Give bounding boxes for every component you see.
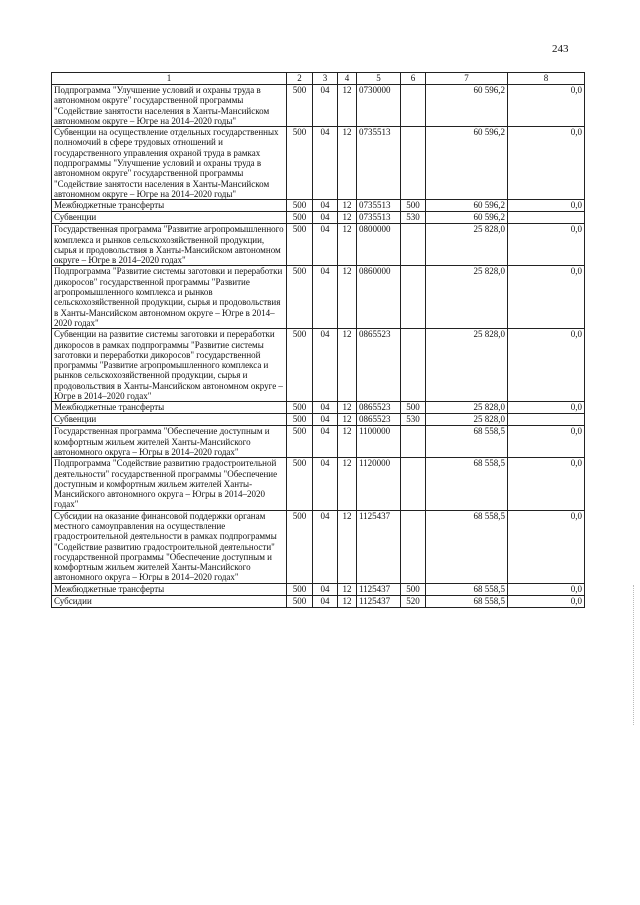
table-row bbox=[52, 200, 585, 212]
row-sum1: 68 558,5 bbox=[426, 583, 508, 595]
row-rz: 04 bbox=[313, 200, 338, 212]
row-csr: 0735513 bbox=[357, 212, 401, 224]
row-vr bbox=[401, 426, 426, 458]
row-vr: 500 bbox=[401, 402, 426, 414]
row-sum2: 0,0 bbox=[508, 426, 585, 458]
row-name: Субсидии на оказание финансовой поддержки органам местного самоуправления на осуществление градостроительной деятельности в рамках подпрограммы "Содействие развитию градостроительной деятельности" государственной программы "Обеспечение доступным и комфортным жильем жителей Ханты-Мансийского автономного округа – Югры в 2014–2020 годах" bbox=[52, 510, 287, 583]
row-pr: 12 bbox=[338, 85, 357, 127]
table-row bbox=[52, 458, 585, 510]
row-csr: 0735513 bbox=[357, 127, 401, 200]
row-rz: 04 bbox=[313, 458, 338, 510]
table-header bbox=[52, 73, 585, 85]
row-rz: 04 bbox=[313, 583, 338, 595]
row-csr: 0735513 bbox=[357, 200, 401, 212]
row-sum1: 25 828,0 bbox=[426, 402, 508, 414]
table-row bbox=[52, 266, 585, 329]
row-name: Межбюджетные трансферты bbox=[52, 200, 287, 212]
row-sum2 bbox=[508, 414, 585, 426]
row-sum2: 0,0 bbox=[508, 458, 585, 510]
row-grbs: 500 bbox=[287, 510, 313, 583]
row-vr bbox=[401, 458, 426, 510]
row-rz: 04 bbox=[313, 85, 338, 127]
row-csr: 1125437 bbox=[357, 510, 401, 583]
row-vr: 500 bbox=[401, 200, 426, 212]
row-sum2: 0,0 bbox=[508, 266, 585, 329]
row-name: Межбюджетные трансферты bbox=[52, 583, 287, 595]
row-sum2 bbox=[508, 212, 585, 224]
table-row bbox=[52, 85, 585, 127]
row-sum1: 25 828,0 bbox=[426, 329, 508, 402]
table-row bbox=[52, 414, 585, 426]
header-col-3: 3 bbox=[313, 73, 338, 85]
row-vr bbox=[401, 85, 426, 127]
row-grbs: 500 bbox=[287, 329, 313, 402]
row-grbs: 500 bbox=[287, 414, 313, 426]
row-pr: 12 bbox=[338, 402, 357, 414]
row-sum2: 0,0 bbox=[508, 510, 585, 583]
row-vr bbox=[401, 224, 426, 266]
row-csr: 1125437 bbox=[357, 583, 401, 595]
row-sum2: 0,0 bbox=[508, 200, 585, 212]
row-sum1: 60 596,2 bbox=[426, 127, 508, 200]
row-sum2: 0,0 bbox=[508, 583, 585, 595]
row-sum1: 25 828,0 bbox=[426, 224, 508, 266]
table-row bbox=[52, 224, 585, 266]
row-pr: 12 bbox=[338, 583, 357, 595]
row-name: Государственная программа "Развитие агропромышленного комплекса и рынков сельскохозяйственной продукции, сырья и продовольствия в Ханты-Мансийском автономном округе – Югре в 2014–2020 годах" bbox=[52, 224, 287, 266]
table-row bbox=[52, 402, 585, 414]
budget-table bbox=[51, 72, 585, 608]
row-vr bbox=[401, 510, 426, 583]
row-vr: 530 bbox=[401, 414, 426, 426]
row-grbs: 500 bbox=[287, 583, 313, 595]
table-row bbox=[52, 583, 585, 595]
row-sum1: 68 558,5 bbox=[426, 510, 508, 583]
row-pr: 12 bbox=[338, 458, 357, 510]
row-vr bbox=[401, 127, 426, 200]
row-grbs: 500 bbox=[287, 127, 313, 200]
row-name: Субвенции bbox=[52, 212, 287, 224]
row-csr: 1125437 bbox=[357, 595, 401, 607]
row-sum1: 60 596,2 bbox=[426, 212, 508, 224]
row-name: Субсидии bbox=[52, 595, 287, 607]
row-csr: 0865523 bbox=[357, 402, 401, 414]
header-col-7: 7 bbox=[426, 73, 508, 85]
row-name: Государственная программа "Обеспечение доступным и комфортным жильем жителей Ханты-Мансийского автономного округа – Югры в 2014–2020 годах" bbox=[52, 426, 287, 458]
row-sum1: 68 558,5 bbox=[426, 426, 508, 458]
table-row bbox=[52, 127, 585, 200]
row-vr: 500 bbox=[401, 583, 426, 595]
row-name: Подпрограмма "Развитие системы заготовки и переработки дикоросов" государственной программы "Развитие агропромышленного комплекса и рынков сельскохозяйственной продукции, сырья и продовольствия в Ханты-Мансийском автономном округе – Югре в 2014–2020 годах" bbox=[52, 266, 287, 329]
row-pr: 12 bbox=[338, 200, 357, 212]
table-body bbox=[52, 85, 585, 608]
row-csr: 0800000 bbox=[357, 224, 401, 266]
row-sum2: 0,0 bbox=[508, 85, 585, 127]
header-col-1: 1 bbox=[52, 73, 287, 85]
row-grbs: 500 bbox=[287, 212, 313, 224]
row-name: Подпрограмма "Улучшение условий и охраны труда в автономном округе" государственной программы "Содействие занятости населения в Ханты-Мансийском автономном округе – Югре на 2014–2020 годы" bbox=[52, 85, 287, 127]
row-sum1: 68 558,5 bbox=[426, 595, 508, 607]
row-rz: 04 bbox=[313, 212, 338, 224]
header-col-2: 2 bbox=[287, 73, 313, 85]
row-pr: 12 bbox=[338, 595, 357, 607]
row-sum1: 60 596,2 bbox=[426, 85, 508, 127]
row-sum1: 60 596,2 bbox=[426, 200, 508, 212]
row-grbs: 500 bbox=[287, 224, 313, 266]
row-vr: 530 bbox=[401, 212, 426, 224]
row-pr: 12 bbox=[338, 510, 357, 583]
row-csr: 1120000 bbox=[357, 458, 401, 510]
row-csr: 0730000 bbox=[357, 85, 401, 127]
table-row bbox=[52, 329, 585, 402]
row-grbs: 500 bbox=[287, 200, 313, 212]
row-vr bbox=[401, 266, 426, 329]
row-name: Межбюджетные трансферты bbox=[52, 402, 287, 414]
row-rz: 04 bbox=[313, 426, 338, 458]
row-vr: 520 bbox=[401, 595, 426, 607]
row-sum2: 0,0 bbox=[508, 402, 585, 414]
row-sum1: 25 828,0 bbox=[426, 414, 508, 426]
row-sum1: 68 558,5 bbox=[426, 458, 508, 510]
row-pr: 12 bbox=[338, 329, 357, 402]
row-sum2: 0,0 bbox=[508, 595, 585, 607]
row-vr bbox=[401, 329, 426, 402]
row-rz: 04 bbox=[313, 414, 338, 426]
header-col-5: 5 bbox=[357, 73, 401, 85]
row-rz: 04 bbox=[313, 266, 338, 329]
row-pr: 12 bbox=[338, 212, 357, 224]
row-csr: 0865523 bbox=[357, 329, 401, 402]
row-pr: 12 bbox=[338, 266, 357, 329]
header-col-4: 4 bbox=[338, 73, 357, 85]
row-grbs: 500 bbox=[287, 426, 313, 458]
row-pr: 12 bbox=[338, 127, 357, 200]
row-rz: 04 bbox=[313, 127, 338, 200]
row-grbs: 500 bbox=[287, 458, 313, 510]
scan-edge-marks bbox=[633, 585, 636, 725]
row-csr: 0865523 bbox=[357, 414, 401, 426]
table-row bbox=[52, 510, 585, 583]
table-row bbox=[52, 595, 585, 607]
row-rz: 04 bbox=[313, 224, 338, 266]
header-row bbox=[52, 73, 585, 85]
row-pr: 12 bbox=[338, 224, 357, 266]
row-grbs: 500 bbox=[287, 595, 313, 607]
row-grbs: 500 bbox=[287, 402, 313, 414]
row-csr: 0860000 bbox=[357, 266, 401, 329]
row-rz: 04 bbox=[313, 329, 338, 402]
row-pr: 12 bbox=[338, 414, 357, 426]
row-grbs: 500 bbox=[287, 85, 313, 127]
row-sum2: 0,0 bbox=[508, 224, 585, 266]
row-name: Подпрограмма "Содействие развитию градостроительной деятельности" государственной программы "Обеспечение доступным и комфортным жильем жителей Ханты-Мансийского автономного округа – Югры в 2014–2020 годах" bbox=[52, 458, 287, 510]
row-sum2: 0,0 bbox=[508, 329, 585, 402]
row-grbs: 500 bbox=[287, 266, 313, 329]
table-row bbox=[52, 212, 585, 224]
row-name: Субвенции на развитие системы заготовки и переработки дикоросов в рамках подпрограммы "Развитие системы заготовки и переработки дикоросов" государственной программы "Развитие агропромышленного комплекса и рынков сельскохозяйственной продукции, сырья и продовольствия в Ханты-Мансийском автономном округе – Югре в 2014–2020 годах" bbox=[52, 329, 287, 402]
header-col-8: 8 bbox=[508, 73, 585, 85]
row-rz: 04 bbox=[313, 510, 338, 583]
row-name: Субвенции на осуществление отдельных государственных полномочий в сфере трудовых отношений и государственного управления охраной труда в рамках подпрограммы "Улучшение условий и охраны труда в автономном округе" государственной программы "Содействие занятости населения в Ханты-Мансийском автономном округе – Югре на 2014–2020 годы" bbox=[52, 127, 287, 200]
header-col-6: 6 bbox=[401, 73, 426, 85]
row-sum2: 0,0 bbox=[508, 127, 585, 200]
row-pr: 12 bbox=[338, 426, 357, 458]
table-row bbox=[52, 426, 585, 458]
row-rz: 04 bbox=[313, 402, 338, 414]
row-csr: 1100000 bbox=[357, 426, 401, 458]
row-rz: 04 bbox=[313, 595, 338, 607]
row-name: Субвенции bbox=[52, 414, 287, 426]
row-sum1: 25 828,0 bbox=[426, 266, 508, 329]
page-number: 243 bbox=[552, 43, 569, 55]
